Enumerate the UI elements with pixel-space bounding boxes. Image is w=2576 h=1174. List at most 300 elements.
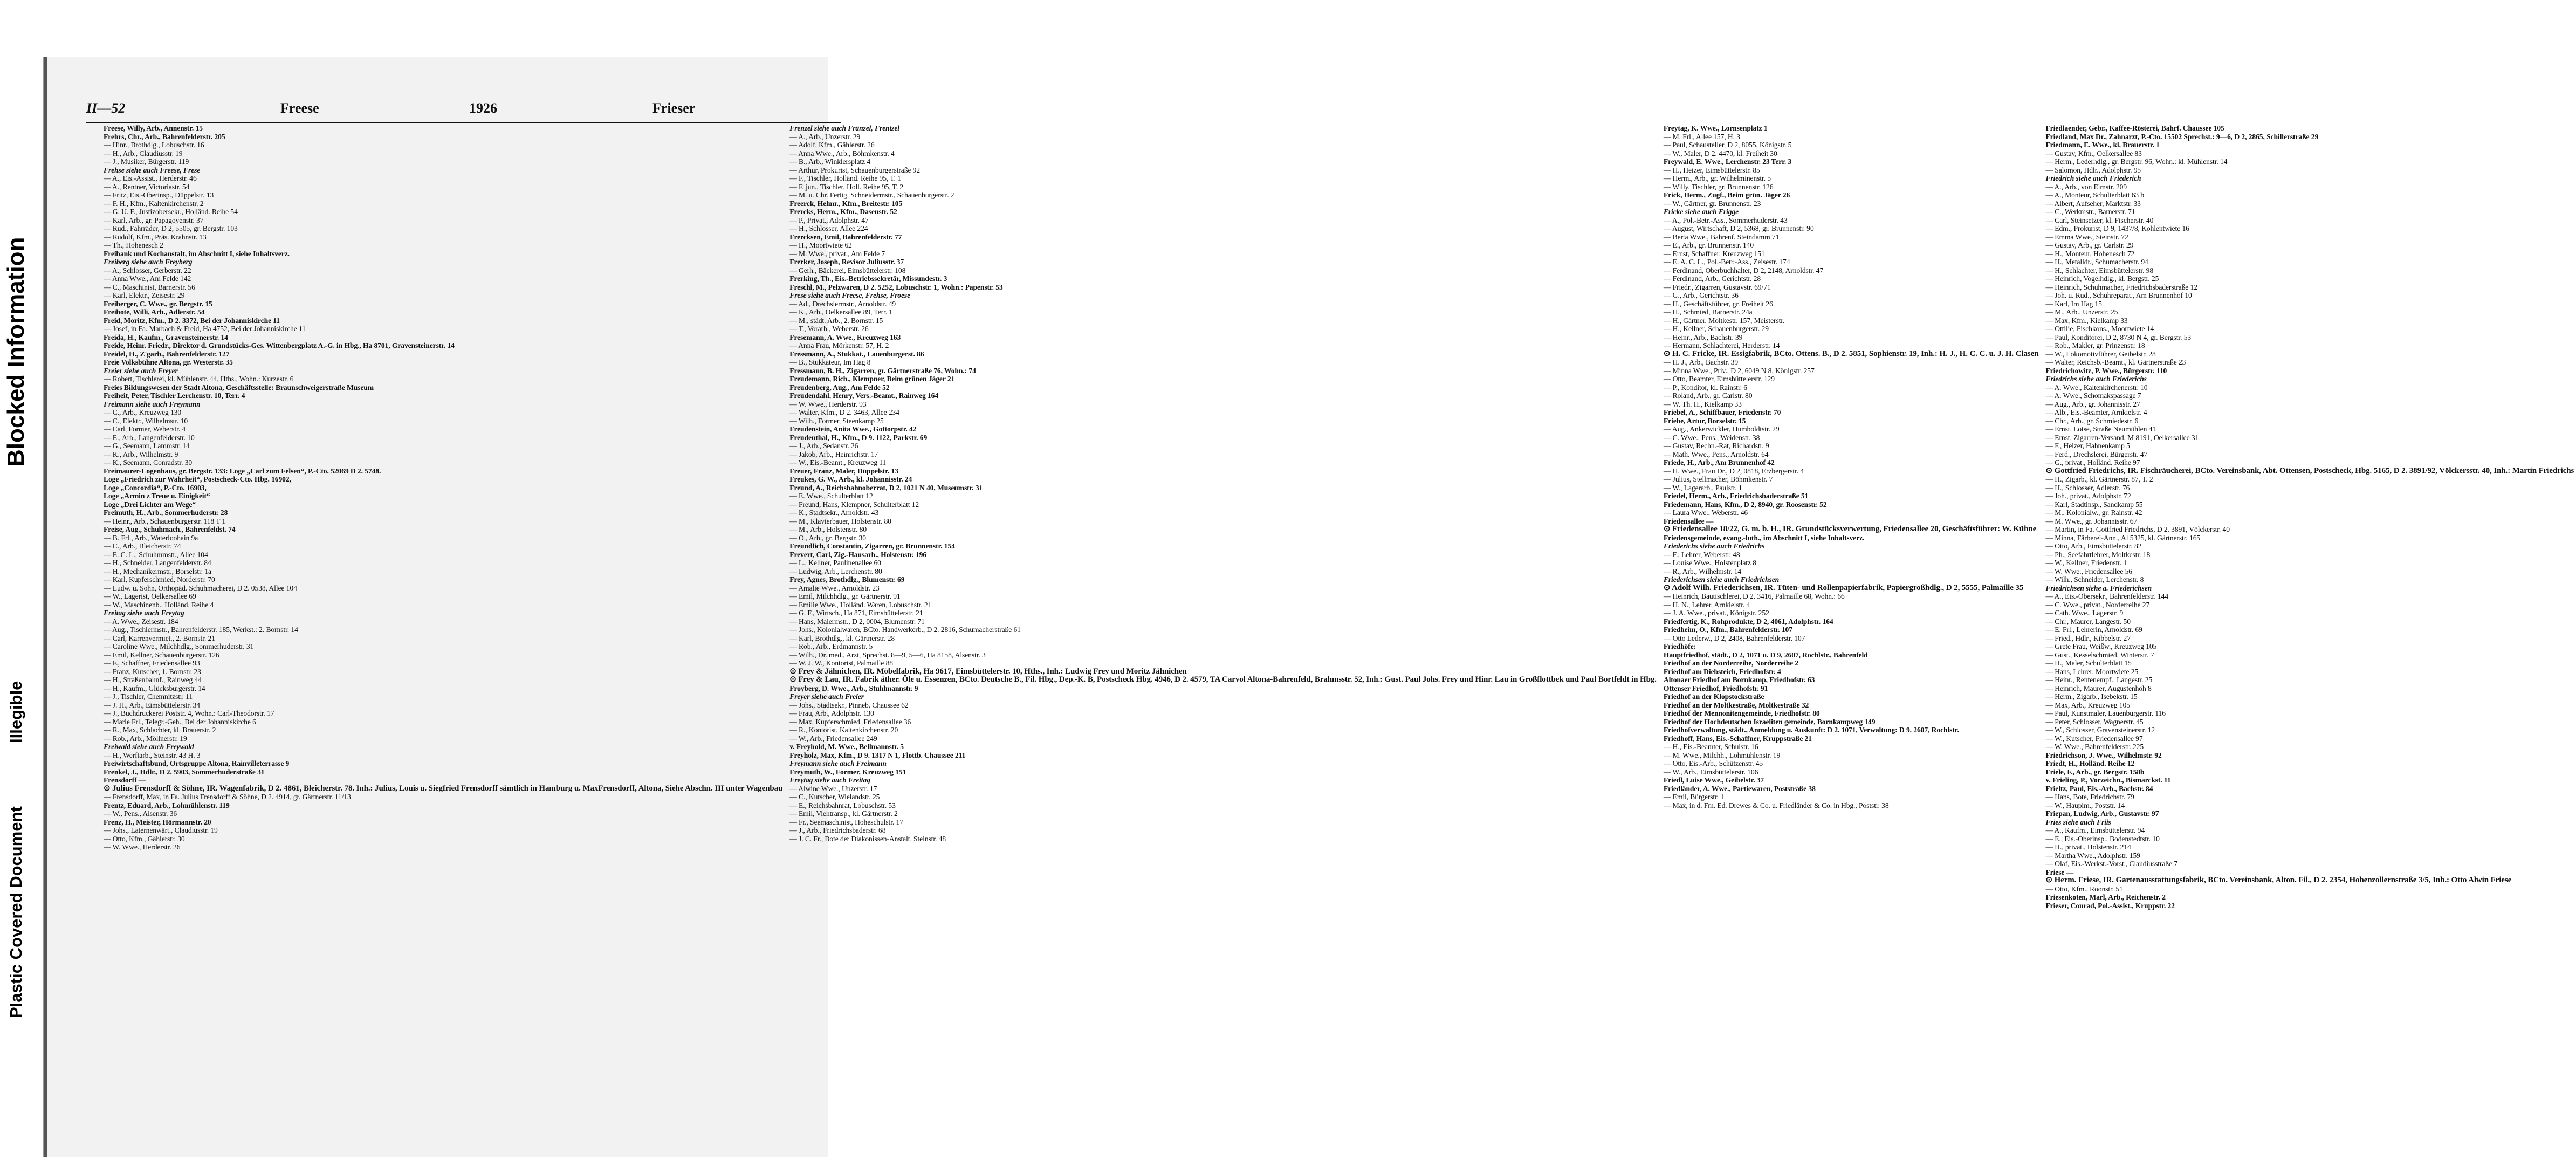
directory-entry: — J. A. Wwe., privat., Königstr. 252 bbox=[1663, 609, 1769, 617]
directory-entry: — E. A. C. L., Pol.-Betr.-Ass., Zeisestr. 174 bbox=[1663, 258, 1790, 266]
directory-entry: — Otto, Arb., Eimsbüttelerstr. 82 bbox=[2045, 542, 2142, 550]
directory-entry: — Max, Arb., Kreuzweg 105 bbox=[2045, 701, 2130, 709]
directory-entry: Friesenkoten, Marl, Arb., Reichenstr. 2 bbox=[2045, 893, 2166, 901]
directory-entry: — Joh. u. Rud., Schuhreparat., Am Brunnenhof 10 bbox=[2045, 291, 2192, 299]
directory-entry: — Hermann, Schlachterei, Herderstr. 14 bbox=[1663, 341, 1780, 349]
directory-entry: — Emilie Wwe., Holländ. Waren, Lobuschstr. 21 bbox=[789, 600, 932, 609]
directory-entry: Fries siehe auch Friis bbox=[2045, 818, 2111, 826]
directory-entry: — Fr., Seemaschinist, Hoheschulstr. 17 bbox=[789, 818, 903, 826]
directory-entry: — H., Schlosser, Adlerstr. 76 bbox=[2045, 483, 2130, 492]
directory-entry: — A., Monteur, Schulterblatt 63 b bbox=[2045, 191, 2145, 199]
column-2 bbox=[787, 122, 1659, 1168]
directory-entry: — Hans, Malermstr., D 2, 0004, Blumenstr. 71 bbox=[789, 617, 925, 626]
directory-entry: Friedland, Max Dr., Zahnarzt, P.-Cto. 15502 Sprechst.: 9—6, D 2, 2865, Schillerstraße 29 bbox=[2045, 132, 2319, 141]
directory-entry: — J., Buchdruckerei Poststr. 4, Wohn.: Carl-Theodorstr. 17 bbox=[104, 709, 274, 717]
directory-entry: — C., Arb., Kreuzweg 130 bbox=[104, 408, 182, 416]
directory-entry: Freibote, Willi, Arb., Adlerstr. 54 bbox=[104, 308, 205, 316]
directory-entry: — H., Schmied, Barnerstr. 24a bbox=[1663, 308, 1753, 316]
directory-entry: — Minna Wwe., Priv., D 2, 6049 N 8, Königstr. 257 bbox=[1663, 366, 1815, 375]
directory-entry: — M. Wwe., gr. Johannisstr. 67 bbox=[2045, 517, 2138, 525]
directory-entry: — F., Heizer, Hahnenkamp 5 bbox=[2045, 442, 2130, 450]
directory-entry: — E. Wwe., Schulterblatt 12 bbox=[789, 492, 873, 500]
directory-entry: Frenkel, J., Hdlr., D 2. 5903, Sommerhuderstraße 31 bbox=[104, 767, 265, 776]
directory-entry: Friedländer, A. Wwe., Partiewaren, Poststraße 38 bbox=[1663, 784, 1816, 793]
header-right-word: Frieser bbox=[652, 100, 696, 116]
directory-entry: — Fried., Hdlr., Kibbelstr. 27 bbox=[2045, 634, 2131, 642]
directory-entry: — Ferdinand, Oberbuchhalter, D 2, 2148, Arnoldstr. 47 bbox=[1663, 266, 1824, 274]
directory-entry: — E., Arb., Langenfelderstr. 10 bbox=[104, 433, 195, 442]
directory-entry: — Salomon, Hdlr., Adolphstr. 95 bbox=[2045, 166, 2141, 174]
directory-entry: Friedensgemeinde, evang.-luth., im Abschnitt I, siehe Inhaltsverz. bbox=[1663, 533, 1865, 542]
directory-entry: — H., Geschäftsführer, gr. Freiheit 26 bbox=[1663, 299, 1773, 308]
directory-entry: Friedhoff, Hans, Eis.-Schaffner, Kruppstraße 21 bbox=[1663, 734, 1812, 743]
directory-entry: — Walter, Reichsb.-Beamt., kl. Gärtnerstraße 23 bbox=[2045, 358, 2186, 366]
directory-entry: — Ludwig, Arb., Lerchenstr. 80 bbox=[789, 567, 882, 575]
directory-page bbox=[44, 57, 2574, 1157]
directory-entry: — H. N., Lehrer, Arnkielstr. 4 bbox=[1663, 600, 1750, 609]
directory-entry: — H., Monteur, Hohenesch 72 bbox=[2045, 249, 2135, 258]
directory-entry: — Arthur, Prokurist, Schauenburgerstraße 92 bbox=[789, 166, 921, 174]
directory-entry: ⊙ Gottfried Friedrichs, IR. Fischräucherei, BCto. Vereinsbank, Abt. Ottensen, Postscheck, Hbg. 5165, D 2. 3891/92, Völckersstr. 40, Inh.: Martin Friedrichs bbox=[2045, 466, 2574, 475]
directory-entry: — Hans, Lehrer, Moortwiete 25 bbox=[2045, 667, 2139, 676]
column-4 bbox=[2043, 122, 2576, 1168]
directory-entry: — Otto, Kfm., Gählerstr. 30 bbox=[104, 834, 185, 843]
directory-entry: — A., Eis.-Assist., Herderstr. 46 bbox=[104, 174, 197, 182]
directory-entry: — W. Wwe., Friedensallee 56 bbox=[2045, 567, 2132, 575]
directory-entry: ⊙ Adolf Wilh. Friederichsen, IR. Tüten- und Rollenpapierfabrik, Papiergroßhdlg., D 2, 5555, Palmaille 35 bbox=[1663, 583, 2024, 592]
directory-entry: Friedensallee — bbox=[1663, 517, 1714, 525]
directory-entry: — Paul, Schausteller, D 2, 8055, Königstr. 5 bbox=[1663, 141, 1792, 149]
directory-entry: — Josef, in Fa. Marbach & Freid, Ha 4752, Bei der Johanniskirche 11 bbox=[104, 325, 306, 333]
directory-entry: — Berta Wwe., Bahrenf. Steindamm 71 bbox=[1663, 232, 1780, 241]
directory-entry: — O., Arb., gr. Bergstr. 30 bbox=[789, 533, 866, 542]
directory-entry: — Ottilie, Fischkons., Moortwiete 14 bbox=[2045, 325, 2154, 333]
directory-entry: — H., Schlachter, Eimsbüttelerstr. 98 bbox=[2045, 266, 2154, 274]
directory-entry: — Minna, Färberei-Ann., Al 5325, kl. Gärtnerstr. 165 bbox=[2045, 533, 2201, 542]
directory-entry: Loge „Concordia“, P.-Cto. 16903, bbox=[104, 483, 207, 492]
directory-entry: Frerking, Th., Eis.-Betriebssekretär, Missundestr. 3 bbox=[789, 274, 947, 283]
directory-entry: — Rob., Makler, gr. Prinzenstr. 18 bbox=[2045, 341, 2145, 349]
directory-entry: Friedmann, E. Wwe., kl. Brauerstr. 1 bbox=[2045, 141, 2160, 149]
directory-entry: — R., Kontorist, Kaltenkirchenstr. 20 bbox=[789, 726, 898, 734]
directory-entry: — W., Haupim., Poststr. 14 bbox=[2045, 801, 2125, 809]
directory-entry: — F. jun., Tischler, Holl. Reihe 95, T. 2 bbox=[789, 182, 904, 191]
directory-entry: v. Frieling, P., Vorzeichn., Bismarckst. 11 bbox=[2045, 776, 2171, 784]
directory-entry: Freimaurer-Logenhaus, gr. Bergstr. 133: Loge „Carl zum Felsen“, P.-Cto. 52069 D 2. 5748. bbox=[104, 466, 381, 475]
directory-entry: Freimann siehe auch Freymann bbox=[104, 400, 201, 408]
directory-entry: — Ad., Drechslermstr., Arnoldstr. 49 bbox=[789, 299, 896, 308]
directory-entry: — Heinrich, Schuhmacher, Friedrichsbaderstraße 12 bbox=[2045, 283, 2197, 291]
directory-entry: — W., Schlosser, Gravensteinerstr. 12 bbox=[2045, 726, 2155, 734]
directory-entry: — Caroline Wwe., Milchhdlg., Sommerhuderstr. 31 bbox=[104, 642, 254, 650]
directory-entry: Frenzel siehe auch Fränzel, Frentzel bbox=[789, 124, 899, 132]
directory-entry: — Heinr., Arb., Bachstr. 39 bbox=[1663, 333, 1743, 341]
directory-entry: — W., Maschinenb., Holländ. Reihe 4 bbox=[104, 600, 214, 609]
directory-entry: — Robert, Tischlerei, kl. Mühlenstr. 44, Hths., Wohn.: Kurzestr. 6 bbox=[104, 375, 294, 383]
directory-entry: — W. Wwe., Herderstr. 93 bbox=[789, 400, 867, 408]
directory-entry: — Carl, Steinsetzer, kl. Fischerstr. 40 bbox=[2045, 216, 2154, 224]
directory-entry: — Math. Wwe., Pens., Arnoldstr. 64 bbox=[1663, 450, 1769, 458]
directory-entry: — Gust., Kesselschmied, Winterstr. 7 bbox=[2045, 650, 2154, 659]
directory-entry: — W. J. W., Kontorist, Palmaille 88 bbox=[789, 659, 893, 667]
directory-entry: — Karl, Arb., gr. Papagoyenstr. 37 bbox=[104, 216, 204, 224]
directory-entry: — Anna Frau, Mörkenstr. 57, H. 2 bbox=[789, 341, 889, 349]
directory-entry: — Jakob, Arb., Heinrichstr. 17 bbox=[789, 450, 878, 458]
directory-entry: — H., Gärtner, Moltkestr. 157, Meisterstr. bbox=[1663, 316, 1785, 325]
directory-entry: — H., Heizer, Eimsbüttelerstr. 85 bbox=[1663, 166, 1760, 174]
directory-entry: — H., privat., Holstenstr. 214 bbox=[2045, 843, 2131, 851]
directory-entry: — Wilh., Dr. med., Arzt, Sprechst. 8—9, 5—6, Ha 8158, Alsenstr. 3 bbox=[789, 650, 986, 659]
directory-entry: Freytag siehe auch Freitag bbox=[789, 776, 870, 784]
directory-entry: — A., Kaufm., Eimsbüttelerstr. 94 bbox=[2045, 826, 2145, 834]
directory-entry: Freuer, Franz, Maler, Düppelstr. 13 bbox=[789, 466, 898, 475]
directory-entry: — Rob., Arb., Möllnerstr. 19 bbox=[104, 734, 187, 743]
directory-entry: — H., Eis.-Beamter, Schulstr. 16 bbox=[1663, 743, 1758, 751]
directory-entry: — A. Wwe., Kaltenkirchenerstr. 10 bbox=[2045, 383, 2148, 392]
directory-entry: — Heinr., Rentenempf., Langestr. 25 bbox=[2045, 676, 2153, 684]
directory-entry: — Ernst, Zigarren-Versand, M 8191, Oelkersallee 31 bbox=[2045, 433, 2199, 442]
directory-entry: — Anna Wwe., Arb., Böhmkenstr. 4 bbox=[789, 149, 895, 157]
directory-entry: — A., Arb., Unzerstr. 29 bbox=[789, 132, 861, 141]
directory-entry: — Anna Wwe., Am Felde 142 bbox=[104, 274, 191, 283]
directory-entry: — H., Werftarb., Steinstr. 43 H. 3 bbox=[104, 751, 201, 759]
directory-entry: — T., Vorarb., Weberstr. 26 bbox=[789, 325, 869, 333]
directory-entry: — G., Seemann, Lammstr. 14 bbox=[104, 442, 190, 450]
directory-entry: Friedhof an der Klopstockstraße bbox=[1663, 692, 1764, 701]
directory-entry: — Hinr., Brothdlg., Lobuschstr. 16 bbox=[104, 141, 204, 149]
directory-entry: Freide, Heinr. Friedr., Direktor d. Grundstücks-Ges. Wittenbergplatz A.-G. in Hbg., Ha 8701, Gravensteinerstr. 14 bbox=[104, 341, 455, 349]
directory-entry: Freyer siehe auch Freier bbox=[789, 692, 864, 701]
page-number: II—52 bbox=[86, 100, 126, 116]
directory-entry: Freiheit, Peter, Tischler Lerchenstr. 10, Terr. 4 bbox=[104, 392, 245, 400]
directory-entry: Friedrichsen siehe a. Friederichsen bbox=[2045, 583, 2152, 592]
directory-entry: Friederichs siehe auch Friedrichs bbox=[1663, 542, 1765, 550]
directory-entry: Friedhof der Mennonitengemeinde, Friedhofstr. 80 bbox=[1663, 709, 1820, 717]
directory-entry: — Rob., Arb., Erdmannstr. 5 bbox=[789, 642, 873, 650]
directory-entry: — R., Arb., Wilhelmstr. 14 bbox=[1663, 567, 1742, 575]
directory-entry: — Aug., Arb., gr. Johannisstr. 27 bbox=[2045, 400, 2140, 408]
directory-entry: — Chr., Maurer, Langestr. 50 bbox=[2045, 617, 2131, 626]
directory-entry: Frehse siehe auch Freese, Frese bbox=[104, 166, 201, 174]
directory-entry: Fricke siehe auch Frigge bbox=[1663, 208, 1739, 216]
directory-entry: — A. Wwe., Zeisestr. 184 bbox=[104, 617, 178, 626]
directory-entry: — Willy, Tischler, gr. Brunnenstr. 126 bbox=[1663, 182, 1774, 191]
directory-entry: — H., Straßenbahnf., Rainweg 44 bbox=[104, 676, 202, 684]
directory-entry: Friedrichowitz, P. Wwe., Bürgerstr. 110 bbox=[2045, 366, 2167, 375]
directory-entry: ⊙ H. C. Fricke, IR. Essigfabrik, BCto. Ottens. B., D 2. 5851, Sophienstr. 19, Inh.: H. J., H. C. C. u. J. H. Clasen bbox=[1663, 349, 2039, 358]
directory-entry: — Ph., Seefahrtlehrer, Moltkestr. 18 bbox=[2045, 550, 2151, 559]
directory-entry: — Heinrich, Bautischlerei, D 2. 3416, Palmaille 68, Wohn.: 66 bbox=[1663, 592, 1845, 600]
directory-entry: Friedrichs siehe auch Friederichs bbox=[2045, 375, 2147, 383]
directory-entry: — B., Stukkateur, Im Hag 8 bbox=[789, 358, 871, 366]
directory-entry: — Max, Kupferschmied, Friedensallee 36 bbox=[789, 717, 911, 726]
directory-entry: Friedl, Luise Wwe., Geibelstr. 37 bbox=[1663, 776, 1764, 784]
directory-entry: — Herm., Arb., gr. Wilhelminenstr. 5 bbox=[1663, 174, 1771, 182]
directory-entry: — Martin, in Fa. Gottfried Friedrichs, D 2. 3891, Völckerstr. 40 bbox=[2045, 525, 2230, 533]
directory-entry: Friedhof an der Norderreihe, Norderreihe 2 bbox=[1663, 659, 1799, 667]
directory-entry: Friedlaender, Gebr., Kaffee-Rösterei, Bahrf. Chaussee 105 bbox=[2045, 124, 2224, 132]
directory-entry: ⊙ Frey & Lau, IR. Fabrik äther. Öle u. Essenzen, BCto. Deutsche B., Fil. Hbg., Dep.-K. B, Postscheck Hbg. 4946, D 2. 4579, TA Carvol Altona-Bahrenfeld, Brahmsstr. 52, Inh.: Gust. Paul Johs. Frey und Hinr. Lau in Großflottbek und Paul Bortfeldt in Hbg. bbox=[789, 675, 1657, 684]
directory-entry: — C. Wwe., Pens., Weidenstr. 38 bbox=[1663, 433, 1760, 442]
directory-entry: — W. Th. H., Kielkamp 33 bbox=[1663, 400, 1742, 408]
directory-entry: — L., Kellner, Paulinenallee 60 bbox=[789, 559, 881, 567]
header-left-word: Freese bbox=[280, 100, 319, 116]
directory-entry: — Otto Lederw., D 2, 2408, Bahrenfelderstr. 107 bbox=[1663, 634, 1805, 642]
directory-entry: — Alb., Eis.-Beamter, Arnkielstr. 4 bbox=[2045, 408, 2147, 416]
directory-entry: — Ludw. u. Sohn, Orthopäd. Schuhmacherei, D 2. 0538, Allee 104 bbox=[104, 583, 297, 592]
directory-entry: — Emil, Kellner, Schauenburgerstr. 126 bbox=[104, 650, 219, 659]
directory-entry: — H., Metalldr., Schumacherstr. 94 bbox=[2045, 258, 2148, 266]
directory-entry: — Chr., Arb., gr. Schmiedestr. 6 bbox=[2045, 416, 2139, 425]
directory-entry: — W. Wwe., Bahrenfelderstr. 225 bbox=[2045, 743, 2144, 751]
directory-entry: — Albert, Aufseher, Marktstr. 33 bbox=[2045, 199, 2141, 208]
directory-entry: Frese siehe auch Freese, Frehse, Froese bbox=[789, 291, 911, 299]
directory-entry: — August, Wirtschaft, D 2, 5368, gr. Brunnenstr. 90 bbox=[1663, 224, 1814, 232]
directory-entry: — Alwine Wwe., Unzerstr. 17 bbox=[789, 784, 877, 793]
directory-entry: Frerker, Joseph, Revisor Juliusstr. 37 bbox=[789, 258, 904, 266]
directory-entry: — Aug., Tischlermstr., Bahrenfelderstr. 185, Werkst.: 2. Bornstr. 14 bbox=[104, 626, 298, 634]
directory-entry: Friederichsen siehe auch Friedrichsen bbox=[1663, 575, 1780, 583]
directory-entry: — Gustav, Arb., gr. Carlstr. 29 bbox=[2045, 241, 2134, 249]
directory-entry: Freymann siehe auch Freimann bbox=[789, 759, 887, 767]
directory-entry: Friedhöfe: bbox=[1663, 642, 1696, 650]
directory-entry: — A., Arb., von Eimstr. 209 bbox=[2045, 182, 2127, 191]
directory-entry: — J., Arb., Sedanstr. 26 bbox=[789, 442, 858, 450]
directory-entry: — Rudolf, Kfm., Präs. Krahnstr. 13 bbox=[104, 232, 207, 241]
directory-entry: — C., Arb., Bleicherstr. 74 bbox=[104, 542, 181, 550]
directory-entry: — C., Maschinist, Barnerstr. 56 bbox=[104, 283, 195, 291]
directory-entry: — H. Wwe., Frau Dr., D 2, 0818, Erzbergerstr. 4 bbox=[1663, 466, 1804, 475]
directory-entry: — Ernst, Lotse, Straße Neumühlen 41 bbox=[2045, 425, 2156, 433]
directory-entry: — A., Eis.-Obersekr., Bahrenfelderstr. 144 bbox=[2045, 592, 2169, 600]
directory-entry: Freudenstein, Anita Wwe., Gottorpstr. 42 bbox=[789, 425, 917, 433]
directory-entry: Freid, Moritz, Kfm., D 2. 3372, Bei der Johanniskirche 11 bbox=[104, 316, 280, 325]
directory-entry: Freschl, M., Pelzwaren, D 2. 5252, Lobuschstr. 1, Wohn.: Papenstr. 53 bbox=[789, 283, 1003, 291]
directory-entry: — W., Maler, D 2. 4470, kl. Freiheit 30 bbox=[1663, 149, 1777, 157]
directory-entry: Friede, H., Arb., Am Brunnenhof 42 bbox=[1663, 458, 1775, 466]
directory-entry: — Paul, Kunstmaler, Lauenburgerstr. 116 bbox=[2045, 709, 2166, 717]
directory-entry: — M., städt. Arb., 2. Bornstr. 15 bbox=[789, 316, 883, 325]
directory-entry: — Ernst, Schaffner, Kreuzweg 151 bbox=[1663, 249, 1765, 258]
directory-entry: — W., Lagerarb., Paulstr. 1 bbox=[1663, 483, 1742, 492]
header-year: 1926 bbox=[469, 100, 497, 116]
directory-entry: Friedhofverwaltung, städt., Anmeldung u. Auskunft: D 2. 1071, Verwaltung: D 9. 2607, Rochlstr. bbox=[1663, 726, 1959, 734]
directory-entry: — Emma Wwe., Steinstr. 72 bbox=[2045, 232, 2128, 241]
directory-entry: — Max, Kfm., Kielkamp 33 bbox=[2045, 316, 2128, 325]
directory-entry: — Emil, Bürgerstr. 1 bbox=[1663, 793, 1725, 801]
directory-entry: Freie Volksbühne Altona, gr. Westerstr. 35 bbox=[104, 358, 233, 366]
directory-entry: — B., Arb., Winklersplatz 4 bbox=[789, 157, 871, 166]
directory-entry: — Otto, Eis.-Arb., Schützenstr. 45 bbox=[1663, 759, 1763, 767]
directory-entry: ⊙ Frey & Jähnichen, IR. Möbelfabrik, Ha 9617, Eimsbüttelerstr. 10, Hths., Inh.: Ludwig Frey und Moritz Jähnichen bbox=[789, 667, 1187, 676]
directory-entry: — Fritz, Eis.-Oberinsp., Düppelstr. 13 bbox=[104, 191, 214, 199]
directory-entry: v. Freyhold, M. Wwe., Bellmannstr. 5 bbox=[789, 743, 904, 751]
directory-entry: Friedrich siehe auch Friederich bbox=[2045, 174, 2141, 182]
directory-entry: — H., Moortwiete 62 bbox=[789, 241, 852, 249]
directory-entry: — W. Wwe., Herderstr. 26 bbox=[104, 843, 181, 851]
directory-entry: — Carl, Karrenvermiet., 2. Bornstr. 21 bbox=[104, 634, 215, 642]
directory-entry: Friele, F., Arb., gr. Bergstr. 158b bbox=[2045, 767, 2145, 776]
page-header bbox=[86, 100, 841, 123]
directory-entry: — W., Arb., Eimsbüttelerstr. 106 bbox=[1663, 767, 1758, 776]
directory-entry: — M., Arb., Holstenstr. 80 bbox=[789, 525, 867, 533]
directory-entry: Freida, H., Kaufm., Gravensteinerstr. 14 bbox=[104, 333, 228, 341]
directory-entry: Froyberg, D. Wwe., Arb., Stuhlmannstr. 9 bbox=[789, 684, 918, 692]
directory-entry: Friedhof am Diebsteich, Friedhofstr. 4 bbox=[1663, 667, 1781, 676]
directory-entry: Loge „Drei Lichter am Wege“ bbox=[104, 500, 196, 509]
directory-entry: — H. J., Arb., Bachstr. 39 bbox=[1663, 358, 1739, 366]
directory-entry: — C. Wwe., privat., Norderreihe 27 bbox=[2045, 600, 2150, 609]
directory-entry: — Karl, Im Hag 15 bbox=[2045, 299, 2102, 308]
directory-entry: Frentz, Eduard, Arb., Lohmühlenstr. 119 bbox=[104, 801, 230, 809]
directory-entry: — R., Max, Schlachter, kl. Brauerstr. 2 bbox=[104, 726, 216, 734]
directory-entry: Freundlich, Constantin, Zigarren, gr. Brunnenstr. 154 bbox=[789, 542, 955, 550]
directory-entry: — J. H., Arb., Eimsbüttelerstr. 34 bbox=[104, 701, 200, 709]
directory-entry: — Otto, Beamter, Eimsbüttelerstr. 129 bbox=[1663, 375, 1775, 383]
directory-entry: — Gustav, Rechn.-Rat, Richardstr. 9 bbox=[1663, 442, 1769, 450]
side-label-plastic: Plastic Covered Document bbox=[6, 806, 25, 1018]
directory-entry: ⊙ Herm. Friese, IR. Gartenausstattungsfabrik, BCto. Vereinsbank, Alton. Fil., D 2. 2354, Hohenzollernstraße 3/5, Inh.: Otto Alwin Friese bbox=[2045, 876, 2512, 884]
directory-entry: Friedhof der Hochdeutschen Israeliten gemeinde, Bornkampweg 149 bbox=[1663, 717, 1876, 726]
directory-entry: — F., Lehrer, Weberstr. 48 bbox=[1663, 550, 1740, 559]
directory-entry: — F., Tischler, Holländ. Reihe 95, T. 1 bbox=[789, 174, 901, 182]
directory-entry: Friese — bbox=[2045, 868, 2074, 876]
directory-entry: — Louise Wwe., Holstenplatz 8 bbox=[1663, 559, 1756, 567]
directory-entry: Freudemann, Rich., Klempner, Beim grünen Jäger 21 bbox=[789, 375, 955, 383]
directory-entry: — P., Konditor, kl. Rainstr. 6 bbox=[1663, 383, 1747, 392]
directory-entry: — Wilh., Schneider, Lerchenstr. 8 bbox=[2045, 575, 2144, 583]
directory-entry: — A. Wwe., Schomakspassage 7 bbox=[2045, 392, 2141, 400]
directory-entry: — Adolf, Kfm., Gählerstr. 26 bbox=[789, 141, 875, 149]
directory-entry: Loge „Friedrich zur Wahrheit“, Postscheck-Cto. Hbg. 16902, bbox=[104, 475, 291, 483]
directory-entry: — W., Eis.-Beamt., Kreuzweg 11 bbox=[789, 458, 887, 466]
directory-entry: ⊙ Friedensallee 18/22, G. m. b. H., IR. Grundstücksverwertung, Friedensallee 20, Geschäftsführer: W. Kühne bbox=[1663, 525, 2037, 533]
directory-entry: Friedfertig, K., Rohprodukte, D 2, 4061, Adolphstr. 164 bbox=[1663, 617, 1833, 626]
directory-entry: — E., Reichsbahnrat, Lobuschstr. 53 bbox=[789, 801, 896, 809]
directory-entry: — Frau, Arb., Adolphstr. 130 bbox=[789, 709, 874, 717]
directory-entry: Freibank und Kochanstalt, im Abschnitt I, siehe Inhaltsverz. bbox=[104, 249, 290, 258]
directory-entry: — P., Privat., Adolphstr. 47 bbox=[789, 216, 869, 224]
directory-entry: — M. Frl., Allee 157, H. 3 bbox=[1663, 132, 1740, 141]
directory-entry: — M. u. Chr. Fertig, Schneidermstr., Schauenburgerstr. 2 bbox=[789, 191, 954, 199]
directory-entry: — Rud., Fahrräder, D 2, 5505, gr. Bergstr. 103 bbox=[104, 224, 238, 232]
directory-entry: Altonaer Friedhof am Bornkamp, Friedhofstr. 63 bbox=[1663, 676, 1815, 684]
directory-entry: — Heinr., Arb., Schauenburgerstr. 118 T 1 bbox=[104, 517, 226, 525]
directory-entry: Friedel, Herm., Arb., Friedrichsbaderstraße 51 bbox=[1663, 492, 1809, 500]
directory-entry: Freiberg siehe auch Freyberg bbox=[104, 258, 193, 266]
directory-entry: Frick, Herm., Zugf., Beim grün. Jäger 26 bbox=[1663, 191, 1790, 199]
directory-entry: — Karl, Stadtinsp., Sandkamp 55 bbox=[2045, 500, 2143, 509]
directory-entry: — Franz, Kutscher, 1. Bornstr. 23 bbox=[104, 667, 201, 676]
directory-entry: — Gerh., Bäckerei, Eimsbüttelerstr. 108 bbox=[789, 266, 906, 274]
directory-entry: — H., Schlosser, Allee 224 bbox=[789, 224, 868, 232]
directory-entry: — H., Schneider, Langenfelderstr. 84 bbox=[104, 559, 211, 567]
directory-entry: Friedrichson, J. Wwe., Wilhelmstr. 92 bbox=[2045, 751, 2162, 759]
directory-entry: Freund, A., Reichsbahnoberrat, D 2, 1021 N 40, Museumstr. 31 bbox=[789, 483, 983, 492]
directory-entry: — Heinrich, Maurer, Augustenhöh 8 bbox=[2045, 684, 2152, 692]
directory-entry: — K., Arb., Oelkersallee 89, Terr. 1 bbox=[789, 308, 892, 316]
directory-entry: Friebe, Artur, Borselstr. 15 bbox=[1663, 416, 1746, 425]
directory-entry: Ottenser Friedhof, Friedhofstr. 91 bbox=[1663, 684, 1768, 692]
directory-entry: — E. C. L., Schuhmmstr., Allee 104 bbox=[104, 550, 208, 559]
directory-entry: — B. Frl., Arb., Waterloohain 9a bbox=[104, 533, 198, 542]
directory-entry: — Olaf, Eis.-Werkst.-Vorst., Claudiusstraße 7 bbox=[2045, 860, 2177, 868]
directory-entry: Freudenthal, H., Kfm., D 9. 1122, Parkstr. 69 bbox=[789, 433, 928, 442]
directory-entry: — W., Kutscher, Friedensallee 97 bbox=[2045, 734, 2143, 743]
directory-entry: Freiwald siehe auch Freywald bbox=[104, 743, 194, 751]
directory-entry: — A., Rentner, Victoriastr. 54 bbox=[104, 182, 190, 191]
directory-entry: — Th., Hohenesch 2 bbox=[104, 241, 163, 249]
directory-entry: — Herm., Zigarb., Isebekstr. 15 bbox=[2045, 692, 2138, 701]
directory-entry: — Grete Frau, Weißw., Kreuzweg 105 bbox=[2045, 642, 2157, 650]
directory-entry: Friebel, A., Schiffbauer, Friedenstr. 70 bbox=[1663, 408, 1781, 416]
directory-entry: — Aug., Ankerwickler, Humboldtstr. 29 bbox=[1663, 425, 1780, 433]
directory-entry: — Marie Frl., Telegr.-Geh., Bei der Johanniskirche 6 bbox=[104, 717, 256, 726]
directory-entry: — J., Arb., Friedrichsbaderstr. 68 bbox=[789, 826, 886, 834]
directory-entry: — Ferdinand, Arb., Gerichtstr. 28 bbox=[1663, 274, 1761, 283]
directory-entry: — H., Kellner, Schauenburgerstr. 29 bbox=[1663, 325, 1769, 333]
directory-entry: Freudenberg, Aug., Am Felde 52 bbox=[789, 383, 890, 392]
directory-entry: Freese, Willy, Arb., Annenstr. 15 bbox=[104, 124, 203, 132]
side-label-blocked: Blocked Information bbox=[3, 237, 29, 466]
directory-entry: Friepan, Ludwig, Arb., Gustavstr. 97 bbox=[2045, 809, 2159, 818]
directory-entry: Frenz, H., Meister, Hörmannstr. 20 bbox=[104, 818, 211, 826]
directory-entry: — Johs., Kolonialwaren, BCto. Handwerkerb., D 2. 2816, Schumacherstraße 61 bbox=[789, 626, 1021, 634]
directory-entry: Freytag, K. Wwe., Lornsenplatz 1 bbox=[1663, 124, 1768, 132]
directory-entry: — Otto, Kfm., Roonstr. 51 bbox=[2045, 884, 2123, 893]
directory-entry: — W., Pens., Alsenstr. 36 bbox=[104, 809, 177, 818]
side-labels bbox=[0, 0, 32, 1174]
directory-entry: Friedheim, O., Kfm., Bahrenfelderstr. 107 bbox=[1663, 626, 1792, 634]
directory-entry: — J., Tischler, Chemnitzstr. 11 bbox=[104, 692, 193, 701]
directory-entry: — F. H., Kfm., Kaltenkirchenstr. 2 bbox=[104, 199, 204, 208]
column-3 bbox=[1661, 122, 2042, 1168]
directory-entry: — Martha Wwe., Adolphstr. 159 bbox=[2045, 851, 2140, 860]
directory-entry: — Cath. Wwe., Lagerstr. 9 bbox=[2045, 609, 2124, 617]
directory-entry: — Frensdorff, Max, in Fa. Julius Frensdorff & Söhne, D 2. 4914, gr. Gärtnerstr. 11/13 bbox=[104, 793, 351, 801]
directory-entry: — Julius, Stellmacher, Böhmkenstr. 7 bbox=[1663, 475, 1773, 483]
directory-entry: — J. C. Fr., Bote der Diakonissen-Anstalt, Steinstr. 48 bbox=[789, 834, 946, 843]
side-label-illegible: Illegible bbox=[6, 681, 25, 743]
directory-entry: — Roland, Arb., gr. Carlstr. 80 bbox=[1663, 392, 1753, 400]
directory-entry: — C., Elektr., Wilhelmstr. 10 bbox=[104, 416, 188, 425]
directory-entry: — W., Lokomotivführer, Geibelstr. 28 bbox=[2045, 349, 2156, 358]
directory-entry: — Emil, Milchhdlg., gr. Gärtnerstr. 91 bbox=[789, 592, 901, 600]
directory-entry: — Freund, Hans, Klempner, Schulterblatt 12 bbox=[789, 500, 919, 509]
directory-entry: — Johs., Stadtsekr., Pinneb. Chaussee 62 bbox=[789, 701, 909, 709]
directory-entry: — Carl, Former, Weberstr. 4 bbox=[104, 425, 186, 433]
directory-entry: Frensdorff — bbox=[104, 776, 146, 784]
directory-entry: Friedt, H., Holländ. Reihe 12 bbox=[2045, 759, 2135, 767]
directory-entry: — W., Lagerist, Oelkersallee 69 bbox=[104, 592, 196, 600]
directory-entry: — A., Pol.-Betr.-Ass., Sommerhuderstr. 43 bbox=[1663, 216, 1788, 224]
directory-entry: — Joh., privat., Adolphstr. 72 bbox=[2045, 492, 2131, 500]
directory-entry: — Paul, Konditorei, D 2, 8730 N 4, gr. Bergstr. 53 bbox=[2045, 333, 2192, 341]
directory-entry: Freiberger, C. Wwe., gr. Bergstr. 15 bbox=[104, 299, 212, 308]
directory-entry: — Ferd., Drechslerei, Bürgerstr. 47 bbox=[2045, 450, 2148, 458]
directory-entry: — H., Mechanikermstr., Borselstr. 1a bbox=[104, 567, 211, 575]
directory-entry: — C., Werkmstr., Barnerstr. 71 bbox=[2045, 208, 2135, 216]
directory-entry: Fressmann, B. H., Zigarren, gr. Gärtnerstraße 76, Wohn.: 74 bbox=[789, 366, 976, 375]
directory-entry: Freymuth, W., Former, Kreuzweg 151 bbox=[789, 767, 906, 776]
directory-entry: — Peter, Schlosser, Wagnerstr. 45 bbox=[2045, 717, 2144, 726]
directory-entry: — M. Wwe., privat., Am Felde 7 bbox=[789, 249, 885, 258]
directory-entry: — H., Maler, Schulterblatt 15 bbox=[2045, 659, 2132, 667]
directory-entry: — K., Seemann, Conradstr. 30 bbox=[104, 458, 193, 466]
directory-entry: Freies Bildungswesen der Stadt Altona, Geschäftsstelle: Braunschweigerstraße Museum bbox=[104, 383, 374, 392]
directory-entry: — Emil, Viehtransp., kl. Gärtnerstr. 2 bbox=[789, 809, 898, 818]
directory-entry: — J., Musiker, Bürgerstr. 119 bbox=[104, 157, 189, 166]
